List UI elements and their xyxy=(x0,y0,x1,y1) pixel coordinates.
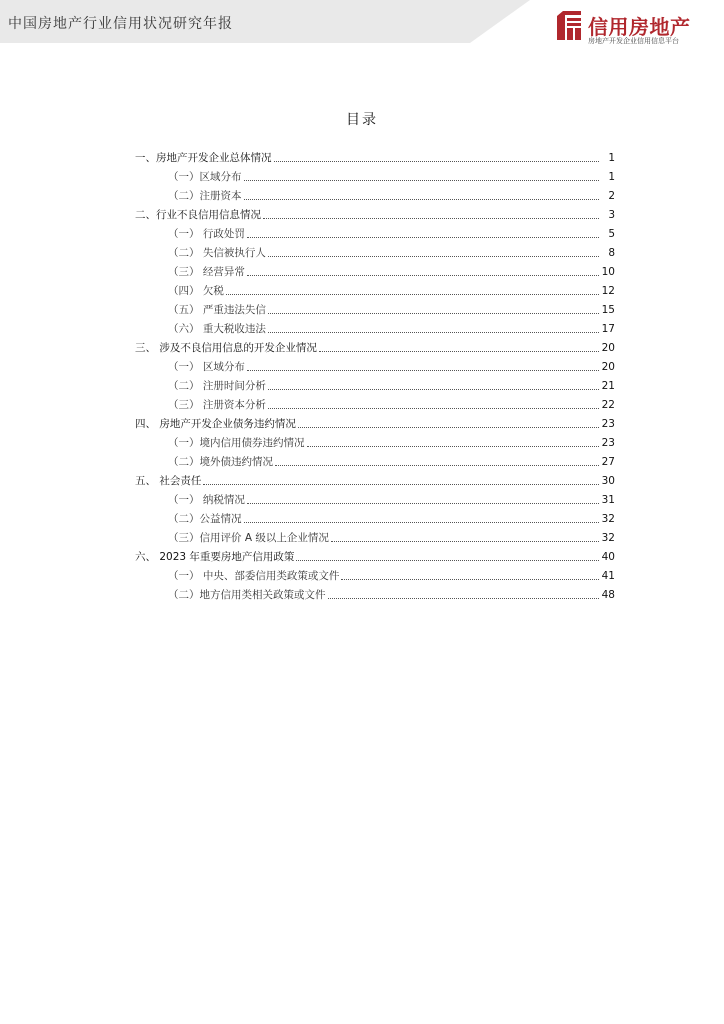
dot-leader xyxy=(331,541,599,542)
dot-leader xyxy=(244,522,600,523)
toc-entry-label: （一） 纳税情况 xyxy=(168,494,245,506)
toc-entry-label: （三） 注册资本分析 xyxy=(168,399,266,411)
building-logo-icon xyxy=(555,10,583,40)
toc-entry[interactable] xyxy=(135,203,615,222)
dot-leader xyxy=(268,313,599,314)
toc-entry-label: （二） 注册时间分析 xyxy=(168,380,266,392)
toc-entry[interactable] xyxy=(135,488,615,507)
toc-entry-page: 1 xyxy=(608,152,615,164)
toc-entry-page: 20 xyxy=(601,342,615,354)
toc-entry-page: 30 xyxy=(601,475,615,487)
toc-entry-page: 22 xyxy=(601,399,615,411)
toc-entry[interactable] xyxy=(135,222,615,241)
dot-leader xyxy=(268,332,599,333)
toc-entry[interactable] xyxy=(135,336,615,355)
toc-entry[interactable] xyxy=(135,507,615,526)
toc-entry-page: 2 xyxy=(608,190,615,202)
toc-entry-page: 8 xyxy=(608,247,615,259)
dot-leader xyxy=(263,218,599,219)
toc-entry-label: （二）注册资本 xyxy=(168,190,242,202)
toc-entry-label: （一）区域分布 xyxy=(168,171,242,183)
toc-entry-page: 23 xyxy=(601,437,615,449)
toc-entry-label: （二）境外债违约情况 xyxy=(168,456,273,468)
toc-entry-label: 六、 2023 年重要房地产信用政策 xyxy=(135,551,295,563)
toc-entry-page: 17 xyxy=(601,323,615,335)
dot-leader xyxy=(247,275,599,276)
toc-entry-page: 31 xyxy=(601,494,615,506)
toc-entry-label: （三） 经营异常 xyxy=(168,266,245,278)
toc-entry-page: 1 xyxy=(608,171,615,183)
dot-leader xyxy=(341,579,599,580)
dot-leader xyxy=(307,446,600,447)
toc-entry-label: （一） 行政处罚 xyxy=(168,228,245,240)
toc-heading: 目录 xyxy=(346,112,378,128)
toc-entry-page: 21 xyxy=(601,380,615,392)
toc-entry-label: 三、 涉及不良信用信息的开发企业情况 xyxy=(135,342,317,354)
toc-entry-page: 15 xyxy=(601,304,615,316)
dot-leader xyxy=(203,484,599,485)
toc-entry-label: 四、 房地产开发企业债务违约情况 xyxy=(135,418,296,430)
dot-leader xyxy=(268,408,599,409)
toc-entry-page: 3 xyxy=(608,209,615,221)
dot-leader xyxy=(296,560,599,561)
dot-leader xyxy=(275,465,599,466)
toc-entry-label: 一、房地产开发企业总体情况 xyxy=(135,152,272,164)
brand-name: 信用房地产 xyxy=(588,15,691,39)
dot-leader xyxy=(319,351,599,352)
toc-entry-label: （三）信用评价 A 级以上企业情况 xyxy=(168,532,329,544)
toc-entry-label: （六） 重大税收违法 xyxy=(168,323,266,335)
toc-entry[interactable] xyxy=(135,431,615,450)
toc-entry-page: 41 xyxy=(601,570,615,582)
toc-entry[interactable] xyxy=(135,469,615,488)
dot-leader xyxy=(247,503,599,504)
toc-entry[interactable] xyxy=(135,355,615,374)
dot-leader xyxy=(268,256,599,257)
toc-entry[interactable] xyxy=(135,412,615,431)
toc-entry[interactable] xyxy=(135,393,615,412)
toc-entry[interactable] xyxy=(135,450,615,469)
dot-leader xyxy=(226,294,599,295)
toc-entry-label: （二）公益情况 xyxy=(168,513,242,525)
toc-entry-label: （一）境内信用债券违约情况 xyxy=(168,437,305,449)
dot-leader xyxy=(244,199,600,200)
toc-entry-label: （五） 严重违法失信 xyxy=(168,304,266,316)
toc-entry[interactable] xyxy=(135,146,615,165)
toc-entry[interactable] xyxy=(135,564,615,583)
dot-leader xyxy=(247,237,599,238)
toc-entry-label: （二）地方信用类相关政策或文件 xyxy=(168,589,326,601)
toc-entry-page: 10 xyxy=(601,266,615,278)
dot-leader xyxy=(328,598,600,599)
toc-entry-page: 12 xyxy=(601,285,615,297)
dot-leader xyxy=(247,370,599,371)
toc-entry-label: （二） 失信被执行人 xyxy=(168,247,266,259)
toc-entry[interactable] xyxy=(135,165,615,184)
toc-entry-page: 20 xyxy=(601,361,615,373)
toc-entry[interactable] xyxy=(135,260,615,279)
report-title: 中国房地产行业信用状况研究年报 xyxy=(8,16,233,32)
toc-entry[interactable] xyxy=(135,298,615,317)
toc-entry-label: （一） 中央、部委信用类政策或文件 xyxy=(168,570,340,582)
toc-entry[interactable] xyxy=(135,241,615,260)
toc-entry-page: 48 xyxy=(601,589,615,601)
toc-entry-label: （一） 区域分布 xyxy=(168,361,245,373)
toc-entry[interactable] xyxy=(135,526,615,545)
toc-entry[interactable] xyxy=(135,583,615,602)
brand-subtitle: 房地产开发企业信用信息平台 xyxy=(588,37,679,45)
toc-entry-page: 40 xyxy=(601,551,615,563)
toc-entry[interactable] xyxy=(135,184,615,203)
toc-entry-label: 二、行业不良信用信息情况 xyxy=(135,209,261,221)
toc-entry-page: 23 xyxy=(601,418,615,430)
page-header xyxy=(0,0,724,46)
header-band-slant xyxy=(470,0,530,43)
brand-logo xyxy=(555,10,715,44)
toc-entry-label: 五、 社会责任 xyxy=(135,475,202,487)
table-of-contents xyxy=(135,146,615,602)
toc-entry[interactable] xyxy=(135,374,615,393)
dot-leader xyxy=(274,161,600,162)
toc-entry[interactable] xyxy=(135,279,615,298)
toc-entry[interactable] xyxy=(135,317,615,336)
toc-entry-page: 27 xyxy=(601,456,615,468)
toc-entry[interactable] xyxy=(135,545,615,564)
toc-entry-page: 5 xyxy=(608,228,615,240)
toc-entry-label: （四） 欠税 xyxy=(168,285,224,297)
toc-entry-page: 32 xyxy=(601,513,615,525)
dot-leader xyxy=(298,427,599,428)
dot-leader xyxy=(268,389,599,390)
toc-entry-page: 32 xyxy=(601,532,615,544)
dot-leader xyxy=(244,180,600,181)
